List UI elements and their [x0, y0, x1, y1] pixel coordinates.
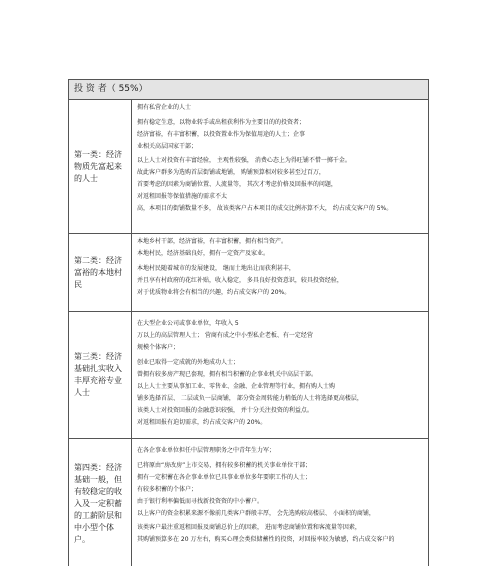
category-cell: 第二类：经济富裕的本地村民: [69, 234, 132, 311]
table-row: [69, 312, 428, 439]
text-line: 首要考虑的因素为商铺位置、人流量等， 其次才考虑价格及回报率的问题，: [137, 181, 337, 188]
table-header: 投 资 者（ 55%）: [69, 80, 428, 100]
category-cell: 第三类：经济基础扎实收入丰厚充裕专业人士: [69, 312, 132, 438]
text-line: 铺多选择首层、 二层或负一层商铺， 部分资金周转能力稍低的人士将选择更高楼层，: [137, 394, 363, 402]
text-line: 本地乡村干部，经济富裕，有丰富积蓄，拥有相当资产。: [137, 238, 288, 245]
text-line: 该类客户最注重返租回报及商铺总价上的因素， 进而考虑商铺位置和客流量等因素，: [137, 524, 361, 531]
text-line: 高，本项目的街铺数量不多， 故该类客户占本项目的成交比例亦算不大， 约占成交客户的 5%。: [137, 205, 393, 212]
description-cell: [132, 234, 428, 311]
text-line: 在各企事业单位担任中层管理职务之中青年生力军；: [137, 447, 276, 454]
description-cell: [132, 312, 428, 438]
text-line: 对于优质物业将会有相当的兴趣，约占成交客户的 20%。: [137, 288, 291, 296]
table-row: [69, 100, 428, 234]
text-line: 以上客户的资金积累来源不像前几类客户群般丰厚， 会先选购较高楼层、 小面积的商铺，: [137, 509, 375, 517]
text-line: 拥有一定积蓄在各企事业单位已具事业单位多年要职工作的人士；: [137, 473, 312, 481]
text-line: 本地村民，经济基础良好，拥有一定资产及家业。: [137, 250, 270, 257]
text-line: 并且享有村政府的花红补贴，收入稳定， 多具良好投资意识，较具投资经验，: [137, 276, 343, 284]
text-line: 曾拥有较多房产现已套现，拥有相当积蓄的企事业机关中高层干部。: [137, 370, 318, 378]
text-line: 在大型企业公司或事业单位，年收入 5: [137, 320, 239, 327]
description-cell: [132, 100, 428, 233]
table-row: [69, 234, 428, 312]
text-line: 对返租回报有迫切需求，约占成交客户的 20%。: [137, 418, 267, 426]
text-line: 已将原由“房改房”上市交易，拥有较多积蓄的机关事业单位干部；: [137, 461, 312, 469]
text-line: 拥有稳定生意，以物业转手或出租获利作为主要目的的投资者；: [137, 118, 306, 126]
text-line: 故此客户群多为选购首层街铺或地铺， 购铺预算相对较多甚至过百万，: [137, 169, 325, 176]
table-row: [69, 439, 428, 566]
text-line: 规模个体客户；: [137, 344, 180, 351]
text-line: 万以上的高层管理人士； 营商有成之中小型私企老板、有一定经营: [137, 332, 313, 339]
description-cell: [132, 439, 428, 566]
investor-table: [68, 79, 429, 566]
text-line: 以上人士主要从事加工业、零售业、金融、企业管理等行业，拥有购人士购: [137, 382, 336, 390]
text-line: 创业已取得一定成就的外地成功人士；: [137, 358, 240, 366]
text-line: 该类人士对投资回报的金融意识较强， 并十分关注投资的利益点。: [137, 406, 313, 414]
text-line: 有较多积蓄的个体户；: [137, 485, 198, 493]
text-line: 对返租回报等保值措施的需求不太: [137, 193, 228, 200]
text-line: 以上人士对投资有丰富经验， 主观性较强， 消费心态上为得旺铺不惜一掷千金。: [137, 157, 351, 164]
category-cell: 第一类：经济物质先富起来的人士: [69, 100, 132, 233]
text-line: 经济富裕，有丰富积蓄，以投资置业作为保值用途的人士；企事: [137, 130, 306, 138]
text-line: 拥有私营企业的人士: [137, 104, 192, 111]
text-line: 由于银行利率偏低而寻找新投资资的中小蓄户。: [137, 497, 264, 505]
text-line: 其购铺预算多在 20 万左右，购买心理会类似储蓄性的投资，对回报率较为敏感，约占成交客户的: [137, 536, 395, 543]
category-cell: 第四类：经济基础一般，但有较稳定的收入及一定积蓄的工薪阶层和中小型个体户。: [69, 439, 132, 566]
text-line: 业相关高层国家干部；: [137, 142, 198, 150]
text-line: 本地村民随着城市的发展建设， 继而土地出让而获利甚丰，: [137, 264, 295, 272]
